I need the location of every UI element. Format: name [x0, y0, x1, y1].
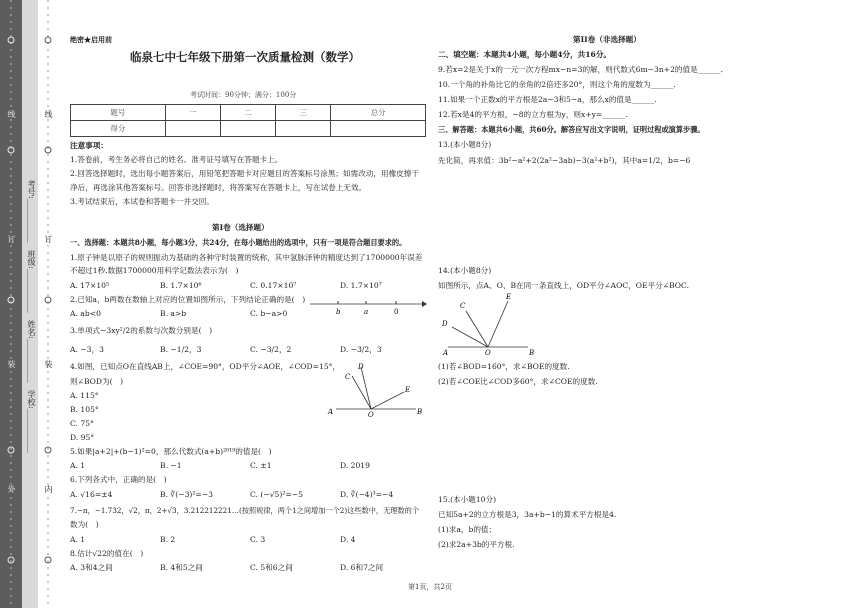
- notice-item: 2.回答选择题时，选出每小题答案后，用铅笔把答题卡对应题目的答案标号涂黑；如需改动，用橡皮擦干: [70, 169, 419, 178]
- q8-option[interactable]: B. 4和5之间: [160, 563, 203, 572]
- q14-text: 如图所示，点A、O、B在同一条直线上，OD平分∠AOC，OE平分∠BOC.: [438, 281, 689, 290]
- fill-question: 12.若x是4的平方根，−8的立方根为y，则x+y=______.: [438, 110, 628, 119]
- q4-label-A: A: [328, 408, 334, 416]
- q5-option[interactable]: B. −1: [160, 461, 182, 470]
- q4-option[interactable]: D. 95°: [70, 433, 95, 442]
- numberline-label-b: b: [336, 308, 341, 316]
- q14-label-D: D: [442, 320, 448, 328]
- q14-title: 14.(本小题8分): [438, 266, 492, 275]
- margin-label-right-2: 装: [44, 360, 53, 368]
- score-cell[interactable]: [220, 121, 275, 137]
- q3-option[interactable]: D. −3/2，3: [340, 345, 382, 354]
- margin-label-right-1: 订: [44, 235, 53, 243]
- q8-option[interactable]: A. 3和4之间: [70, 563, 113, 572]
- q5-option[interactable]: C. ±1: [250, 461, 272, 470]
- notice-title: 注意事项：: [70, 141, 108, 150]
- q4-figure: [326, 362, 426, 418]
- q6-stem: 6.下列各式中，正确的是( ): [70, 475, 167, 484]
- score-table: [70, 104, 426, 137]
- part1-title: 第I卷（选择题）: [212, 223, 269, 232]
- binding-margin: [0, 0, 62, 608]
- q4-stem: 则∠BOD为( ): [70, 377, 124, 386]
- q1-option[interactable]: B. 1.7×10⁶: [160, 281, 202, 290]
- q4-label-C: C: [345, 373, 351, 381]
- q7-option[interactable]: D. 4: [340, 535, 356, 544]
- q4-option[interactable]: A. 115°: [70, 391, 99, 400]
- q7-option[interactable]: C. 3: [250, 535, 266, 544]
- q4-option[interactable]: C. 75°: [70, 419, 94, 428]
- q14-figure: [438, 291, 538, 357]
- q14-part1: (1)若∠BOD=160°，求∠BOE的度数.: [438, 362, 570, 371]
- q14-label-B: B: [529, 349, 535, 357]
- q14-label-C: C: [460, 302, 466, 310]
- margin-label-right-3: 内: [44, 485, 53, 493]
- q1-option[interactable]: D. 1.7×10⁷: [340, 281, 382, 290]
- q5-option[interactable]: D. 2019: [340, 461, 370, 470]
- q3-stem: 3.单项式−3xy²/2的系数与次数分别是( ): [70, 326, 213, 335]
- q6-option[interactable]: A. √16=±4: [70, 490, 113, 499]
- score-header-cell: 总分: [331, 105, 426, 121]
- exam-number-field[interactable]: 考号:___________: [27, 180, 36, 243]
- name-field[interactable]: 姓名:___________: [27, 320, 36, 383]
- q3-option[interactable]: A. −3，3: [70, 345, 104, 354]
- exam-meta: 考试时间：90分钟；满分：100分: [190, 91, 297, 99]
- fill-question: 11.如果一个正数x的平方根是2a−3和5−a，那么x的值是______.: [438, 95, 657, 104]
- q13-title: 13.(本小题8分): [438, 140, 492, 149]
- q14-label-O: O: [485, 349, 491, 357]
- q4-option[interactable]: B. 105°: [70, 405, 99, 414]
- q7-stem: 7.−π，−1.732，√2，π，2+√3，3.212212221…(按照规律，两个1之间增加一个2)这些数中，无理数的个: [70, 506, 420, 515]
- page-footer: 第1页，共2页: [408, 583, 452, 591]
- score-cell[interactable]: [165, 121, 220, 137]
- score-header-cell: 一: [165, 105, 220, 121]
- q15-title: 15.(本小题10分): [438, 495, 497, 504]
- notice-item: 1.答卷前，考生务必将自己的姓名、准考证号填写在答题卡上。: [70, 155, 283, 164]
- q14-label-E: E: [506, 293, 512, 301]
- margin-label-left-3: 外: [7, 485, 16, 493]
- q13-text: 先化简，再求值：3b²−a²+2(2a²−3ab)−3(a²+b²)，其中a=1/2，b=−6: [438, 156, 691, 165]
- exam-title: 临泉七中七年级下册第一次质量检测（数学）: [130, 50, 360, 64]
- q14-part2: (2)若∠COE比∠COD多60°，求∠COE的度数.: [438, 377, 598, 386]
- q15-part2: (2)求2a+3b的平方根.: [438, 540, 515, 549]
- q7-option[interactable]: B. 2: [160, 535, 176, 544]
- notice-item: 3.考试结束后，本试卷和答题卡一并交回。: [70, 197, 214, 206]
- q2-number-line: [308, 296, 428, 318]
- q6-option[interactable]: B. ∛(−3)²=−3: [160, 490, 213, 499]
- secret-mark: 绝密★启用前: [70, 35, 112, 44]
- q4-label-D: D: [358, 363, 364, 371]
- notice-item: 净后，再选涂其他答案标号。回答非选择题时，将答案写在答题卡上，写在试卷上无效。: [70, 183, 367, 192]
- margin-label-left-0: 线: [7, 110, 16, 118]
- q4-label-E: E: [405, 386, 411, 394]
- q1-stem: 不超过1秒.数据1700000用科学记数法表示为( ): [70, 266, 239, 275]
- score-header-cell: 二: [220, 105, 275, 121]
- q1-option[interactable]: A. 17×10⁵: [70, 281, 110, 290]
- fill-question: 10.一个角的补角比它的余角的2倍还多20°，则这个角的度数为______.: [438, 80, 676, 89]
- q15-text: 已知5a+2的立方根是3，3a+b−1的算术平方根是4.: [438, 510, 617, 519]
- q5-stem: 5.如果|a+2|+(b−1)²=0，那么代数式(a+b)²⁰¹⁹的值是( ): [70, 447, 272, 456]
- score-row-label: 得分: [71, 121, 166, 137]
- q4-label-O: O: [368, 411, 374, 418]
- q7-stem: 数为( ): [70, 520, 99, 529]
- q2-option[interactable]: A. ab<0: [70, 309, 101, 318]
- q2-stem: 2.已知a，b两数在数轴上对应的位置如图所示，下列结论正确的是( ): [70, 295, 306, 304]
- q14-label-A: A: [443, 349, 449, 357]
- school-field[interactable]: 学校:___________: [27, 390, 36, 453]
- score-header-cell: 三: [276, 105, 331, 121]
- part1-section: 一、选择题：本题共8小题，每小题3分，共24分，在每小题给出的选项中，只有一项是符合题目要求的。: [70, 238, 407, 247]
- score-table-header-row: [71, 105, 426, 121]
- fill-question: 9.若x=2是关于x的一元一次方程mx−n=3的解，则代数式6m−3n+2的值是______.: [438, 65, 723, 74]
- q8-option[interactable]: D. 6和7之间: [340, 563, 384, 572]
- q3-option[interactable]: C. −3/2，2: [250, 345, 292, 354]
- margin-label-left-2: 装: [7, 360, 16, 368]
- q1-option[interactable]: C. 0.17×10⁷: [250, 281, 297, 290]
- score-cell[interactable]: [276, 121, 331, 137]
- margin-label-right-0: 线: [44, 110, 53, 118]
- score-cell[interactable]: [331, 121, 426, 137]
- margin-label-left-1: 订: [7, 235, 16, 243]
- class-field[interactable]: 班级:___________: [27, 250, 36, 313]
- q7-option[interactable]: A. 1: [70, 535, 86, 544]
- q6-option[interactable]: D. ∛(−4)³=−4: [340, 490, 394, 499]
- q4-label-B: B: [417, 408, 423, 416]
- numberline-label-a: a: [364, 308, 369, 316]
- numberline-label-0: 0: [394, 308, 399, 316]
- q4-stem: 4.如图，已知点O在直线AB上，∠COE=90°，OD平分∠AOE，∠COD=15°，: [70, 362, 341, 371]
- answer-section: 三、解答题：本题共6小题，共60分。解答应写出文字说明，证明过程或演算步骤。: [438, 125, 705, 134]
- q2-option[interactable]: B. a>b: [160, 309, 187, 318]
- score-table-score-row: [71, 121, 426, 137]
- score-header-cell: 题号: [71, 105, 166, 121]
- q8-stem: 8.估计√22的值在( ): [70, 549, 144, 558]
- fill-section: 二、填空题：本题共4小题，每小题4分，共16分。: [438, 50, 612, 59]
- q3-option[interactable]: B. −1/2，3: [160, 345, 202, 354]
- q8-option[interactable]: C. 5和6之间: [250, 563, 293, 572]
- q2-option[interactable]: C. b−a>0: [250, 309, 288, 318]
- q1-stem: 1.原子钟是以原子的规则振动为基础的各种守时装置的统称，其中氢脉泽钟的精度达到了1700000年误差: [70, 253, 423, 262]
- q6-option[interactable]: C. (−√5)²=−5: [250, 490, 303, 499]
- q5-option[interactable]: A. 1: [70, 461, 86, 470]
- q15-part1: (1)求a，b的值；: [438, 525, 497, 534]
- part2-title: 第II卷（非选择题）: [573, 35, 641, 44]
